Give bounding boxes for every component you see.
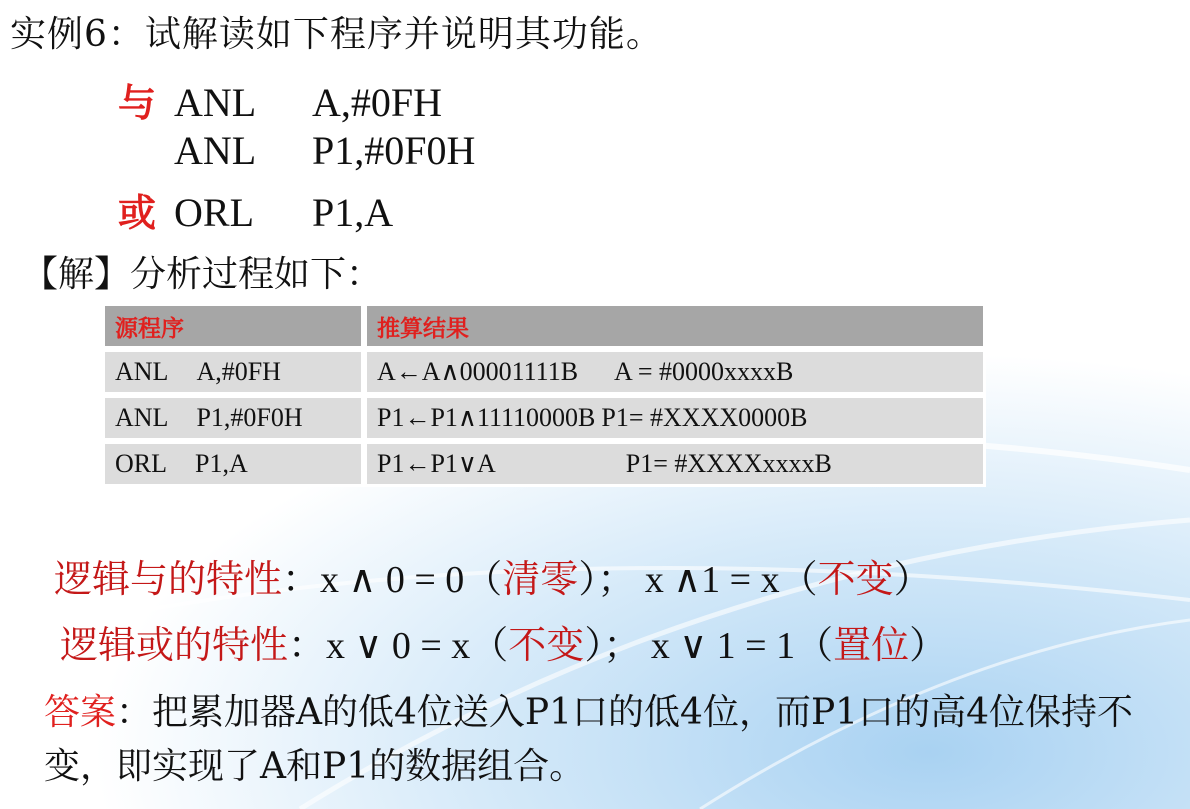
row-args: P1,A	[195, 449, 248, 478]
or-note-2: 置位	[833, 623, 910, 667]
and-note-1: 清零	[502, 557, 579, 601]
table-header-row	[102, 303, 986, 349]
source-cell	[102, 441, 364, 487]
or-expr-1: x ∨ 0 = x	[326, 625, 471, 667]
table-row	[102, 349, 986, 395]
table-row	[102, 395, 986, 441]
and-expr-2: ； x ∧1 = x	[597, 559, 780, 601]
and-note-2: 不变	[817, 557, 894, 601]
code-op: ANL	[174, 80, 257, 125]
row-calc: A←A∧00001111B	[377, 357, 579, 386]
and-property-line: 逻辑与的特性：x ∧ 0 = 0（清零）； x ∧1 = x（不变）	[54, 557, 932, 601]
table-row	[102, 441, 986, 487]
code-line-1	[118, 72, 442, 127]
row-calc: P1←P1∧11110000B	[377, 403, 596, 432]
row-result: P1= #XXXXxxxxB	[625, 449, 832, 478]
row-args: A,#0FH	[196, 357, 281, 386]
code-op: ANL	[174, 128, 257, 173]
colon: ：	[288, 623, 327, 667]
row-op: ANL	[115, 357, 169, 386]
answer-paragraph	[44, 686, 1164, 794]
slide-title: 实例6：试解读如下程序并说明其功能。	[10, 14, 663, 55]
solution-heading: 【解】分析过程如下：	[22, 254, 383, 295]
and-property-label: 逻辑与的特性	[54, 557, 283, 601]
or-expr-2: ； x ∨ 1 = 1	[603, 625, 796, 667]
colon: ：	[282, 557, 321, 601]
row-result: A = #0000xxxxB	[614, 357, 794, 386]
source-cell	[102, 349, 364, 395]
and-mark: 与	[118, 80, 157, 125]
row-args: P1,#0F0H	[196, 403, 303, 432]
row-result: P1= #XXXX0000B	[601, 403, 808, 432]
or-note-1: 不变	[508, 623, 585, 667]
or-property-line: 逻辑或的特性：x ∨ 0 = x（不变）； x ∨ 1 = 1（置位）	[60, 623, 948, 667]
row-op: ANL	[115, 403, 169, 432]
source-cell	[102, 395, 364, 441]
answer-text: ：把累加器A的低4位送入P1口的低4位，而P1口的高4位保持不变，即实现了A和P1的数据组合。	[44, 692, 1133, 787]
code-line-3	[118, 182, 393, 237]
code-line-2	[118, 127, 475, 174]
or-property-label: 逻辑或的特性	[60, 623, 289, 667]
row-op: ORL	[115, 449, 167, 478]
and-expr-1: x ∧ 0 = 0	[320, 559, 465, 601]
result-cell	[364, 441, 986, 487]
or-mark: 或	[118, 190, 157, 235]
result-cell	[364, 395, 986, 441]
code-args: P1,#0F0H	[312, 128, 476, 173]
answer-label: 答案	[44, 692, 117, 733]
code-args: P1,A	[312, 190, 394, 235]
analysis-table	[102, 303, 986, 487]
row-calc: P1←P1∨A	[377, 449, 496, 478]
result-cell	[364, 349, 986, 395]
header-result: 推算结果	[364, 303, 986, 349]
code-op: ORL	[174, 190, 254, 235]
code-args: A,#0FH	[312, 80, 443, 125]
header-source: 源程序	[102, 303, 364, 349]
